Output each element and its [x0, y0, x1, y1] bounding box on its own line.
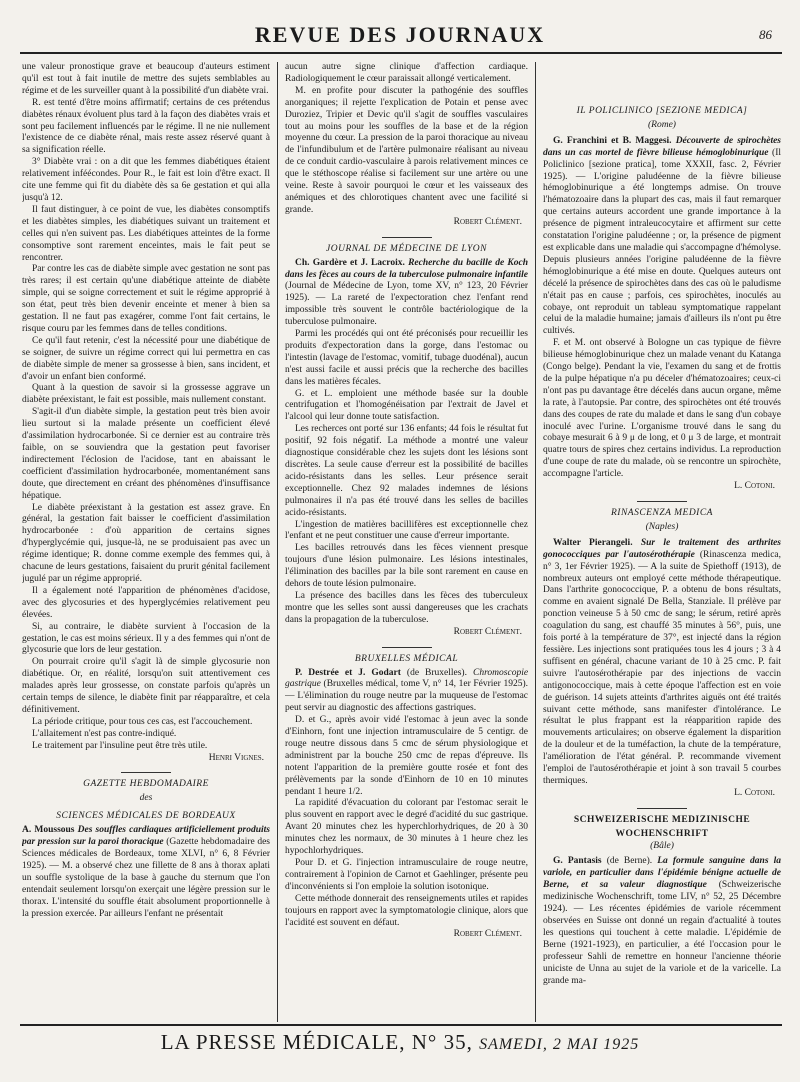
- paragraph: Il a également noté l'apparition de phénomènes d'acidose, avec des glycosuries et des hyperglycémies relativement peu élevées.: [22, 585, 270, 620]
- journal-title: JOURNAL DE MÉDECINE DE LYON: [326, 243, 487, 254]
- journal-city: (Bâle): [650, 840, 674, 851]
- article-reference: (Il Policlinico [sezione pratica], tome XXXII, fasc. 2, Février 1925). —: [543, 147, 781, 182]
- paragraph: Les recherces ont porté sur 136 enfants; 44 fois le résultat fut positif, 92 fois négatif. La méthode a montré une valeur diagnostique considérable chez les sujets dont les lésions sont discrètes. La seule cause d'erreur est la possibilité de bacilles acido-résistants dans les selles. Leur présence serait exceptionnelle. Chez 92 malades indemnes de lésions pulmonaires il n'a pas été trouvé dans les selles de bacilles acido-résistants.: [285, 424, 528, 518]
- author-signature: Robert Clément.: [453, 216, 522, 227]
- page-number: 86: [759, 27, 772, 42]
- article-text: L'origine paludéenne de la fièvre bilieuse hémoglobinurique a été longtemps admise. On trouve l'hématozoaire dans la plupart des cas, mais il faut remarquer que certains auteurs accordent une grande importance à la présence de pigment intraleucocytaire et affirment sur cette constatation l'origine paludéenne ; or, la présence de pigment est explicable dans une maladie qui s'accompagne d'hémolyse. Depuis plusieurs années l'origine paludéenne de la fièvre hémoglobinurique a été mise en doute. Quelques auteurs ont décelé la présence de spirochètes dans des cas où le paludisme n'était pas en cause ; parfois, ces spirochètes, inoculés au cobaye, ont reproduit un tableau symptomatique rappelant celui de la maladie humaine; jamais d'ailleurs ils n'ont pu être cultivés.: [543, 171, 781, 337]
- article: [285, 258, 528, 329]
- paragraph: La rapidité d'évacuation du colorant par l'estomac serait le plus souvent en rapport avec le degré d'acidité du suc gastrique. Avant 20 minutes chez les hyperchlorhydriques, de 20 à 30 minutes chez les normaux, de 30 minutes à 1 heure chez les hypochlorhydriques.: [285, 798, 528, 857]
- page-title: REVUE DES JOURNAUX: [254, 22, 546, 47]
- paragraph: Il faut distinguer, à ce point de vue, les diabètes consomptifs et les diabètes simples, les diabétiques suivant un traitement et celles qui n'en suivent pas. Les diabétiques atteintes de la forme consomptive sont rarement enceintes, mais le fait peut se rencontrer.: [22, 204, 270, 263]
- article-title: La formule sanguine dans la variole, en particulier dans l'épidémie bénigne actuelle de Berne, et sa valeur diagnostique: [543, 856, 781, 891]
- section-rule: [121, 772, 171, 773]
- paragraph: S'agit-il d'un diabète simple, la gestation peut très bien avoir lieu surtout si la malade présente un coefficient élevé d'assimilation hydrocarbonée. Si ce dernier est au contraire très faible, on se souviendra que la gestation peut favoriser indirectement l'éclosion de l'acidose, tant en abaissant le coefficient d'assimilation hydrocarbonée, momentanément sans doute, que directement en créant des phénomènes d'insuffisance hépatique.: [22, 407, 270, 501]
- journal-title: GAZETTE HEBDOMADAIRE: [83, 779, 209, 790]
- journal-city: (Naples): [645, 521, 679, 532]
- journal-title: RINASCENZA MEDICA: [610, 508, 713, 518]
- section-rule: [637, 808, 687, 809]
- article-text: M. a observé chez une fillette de 8 ans à thorax aplati un souffle systolique de la base à gauche du sternum que l'on entendait seulement lorsqu'on exerçait une légère pression sur le thorax. L'intensité du souffle était absolument proportionnelle à la pression exercée. Par ailleurs l'enfant ne présentait: [22, 860, 270, 919]
- article-authors: Ch. Gardère et J. Lacroix.: [295, 257, 405, 268]
- author-signature: Robert Clément.: [453, 626, 522, 637]
- article-text: La rareté de l'expectoration chez l'enfant rend impossible très souvent le contrôle bactériologique de la tuberculose pulmonaire.: [285, 293, 528, 328]
- article-text: Les récentes épidémies de variole récemment observées en Suisse ont donné un regain d'actualité à toutes les questions qui touchent à cette maladie. L'épidémie de Berne (1921-1923), en particulier, a été l'occasion pour le professeur Sahli de remettre en honneur l'ancienne théorie uniciste de Unna au sujet de la variole et de la varicelle. La grande ma-: [543, 904, 781, 986]
- article-reference: (Bruxelles médical, tome V, n° 14, 1er Février 1925). —: [285, 679, 528, 702]
- article: [543, 538, 781, 788]
- author-signature: L. Cotoni.: [734, 481, 775, 492]
- paragraph: Pour D. et G. l'injection intramusculaire de rouge neutre, contrairement à l'opinion de Carnot et Gaehlinger, présente peu d'inconvénients si l'on emploie la solution isotonique.: [285, 858, 528, 892]
- article-reference: (Gazette hebdomadaire des Sciences médicales de Bordeaux, tome XLVI, n° 6, 8 Février 1925). —: [22, 837, 270, 871]
- article: [22, 825, 270, 920]
- article-reference: (Journal de Médecine de Lyon, tome XV, n° 123, 20 Février 1925). —: [285, 281, 528, 304]
- article: [543, 136, 781, 338]
- footer-date: SAMEDI, 2 MAI 1925: [479, 1036, 640, 1053]
- footer: [0, 1030, 800, 1055]
- article-authors-city: (de Bruxelles).: [406, 667, 467, 678]
- journal-title-line2: SCIENCES MÉDICALES DE BORDEAUX: [56, 811, 236, 822]
- column-3: [543, 62, 781, 1022]
- journal-name: IL POLICLINICO: [576, 106, 653, 116]
- section-rule: [382, 647, 432, 648]
- section-rule: [637, 501, 687, 502]
- column-1: [22, 62, 270, 1022]
- paragraph: une valeur pronostique grave et beaucoup d'auteurs estiment qu'il est tout à fait inutile de mettre des sujets semblables au régime et de les surveiller quant à la possibilité d'un diabète vrai.: [22, 62, 270, 96]
- article-title: Chromoscopie gastrique: [285, 667, 528, 690]
- article-text: L'élimination du rouge neutre par la muqueuse de l'estomac peut servir au diagnostic des affections gastriques.: [285, 691, 528, 714]
- paragraph: On pourrait croire qu'il s'agit là de simple glycosurie non diabétique. Or, en réalité, lorsqu'on suit attentivement ces malades après leur grossesse, on constate parfois qu'après un certain temps de silence, le diabète finit par réapparaître, et cela définitivement.: [22, 657, 270, 715]
- paragraph: aucun autre signe clinique d'affection cardiaque. Radiologiquement le cœur paraissait allongé verticalement.: [285, 62, 528, 84]
- paragraph: La période critique, pour tous ces cas, est l'accouchement.: [32, 716, 253, 727]
- paragraph: Quant à la question de savoir si la grossesse aggrave un diabète préexistant, le fait est possible, mais nullement constant.: [22, 383, 270, 406]
- author-signature: Henri Vignes.: [208, 752, 264, 763]
- article-title: Découverte de spirochètes dans un cas mortel de fièvre bilieuse hémoglobinurique: [543, 135, 781, 158]
- paragraph: M. en profite pour discuter la pathogénie des souffles anorganiques; il rejette l'explication de Potain et pense avec Duroziez, Tripier et Devic qu'il s'agit de souffles vasculaires tout au moins pour les souffles de la base et de la région moyenne du cœur. La pression de la paroi thoracique au niveau de l'infundibulum et de l'artère pulmonaire réalisant au niveau de ce conduit cardio-vasculaire à parois relativement minces ce que le stéthoscope réalise si facilement sur une artère ou une veine. Reste à savoir pourquoi le cœur et les vaisseaux des anémiques et des chlorotiques chantent avec une facilité si grande.: [285, 85, 528, 215]
- journal-title: [543, 106, 781, 118]
- paragraph: G. et L. emploient une méthode basée sur la double centrifugation et l'homogénéisation par l'extrait de Javel et l'alcool qui leur donne toute satisfaction.: [285, 388, 528, 423]
- article-text: A la suite de Spiethoff (1913), de nombreux auteurs ont employé cette méthode thérapeutique. Dans l'arthrite gonococcique, P. a obtenu de bons résultats, comme en avaient signalé De Bella, Stanziale. Il prélève par ponction veineuse 5 à 50 cmc de sang; le sérum, retiré après coagulation du sang, est chauffé 35 minutes à 56°, puis, une fois porté à la température de 37°, est injecté dans la région fessière. Les injections sont pratiquées tous les 4 jours ; 3 à 4 suffisent en général, chacune variant de 10 à 25 cmc. P. fait suivre l'autosérothérapie par des injections de vaccin antigonococcique, mais à cette époque l'affection est en voie de guérison. 14 sujets atteints d'arthrites aiguës ont été traités suivant cette méthode, sans manifester d'intolérance. Le résultat le plus frappant est la réapparition rapide des mouvements articulaires; on observe également la disparition de la douleur et de la tuméfaction, la chute de la température, l'amélioration de l'état général. P. recommande vivement l'emploi de l'autosérothérapie et joint à son travail 5 courbes thermiques.: [543, 561, 781, 786]
- header-rule: [20, 52, 782, 54]
- article: [543, 856, 781, 987]
- journal-title: SCHWEIZERISCHE MEDIZINISCHE: [573, 814, 751, 825]
- journal-title-line2: WOCHENSCHRIFT: [615, 828, 709, 839]
- footer-journal: LA PRESSE MÉDICALE, N° 35,: [160, 1030, 473, 1054]
- paragraph: L'allaitement n'est pas contre-indiqué.: [32, 728, 177, 739]
- paragraph: Le diabète préexistant à la gestation est assez grave. En général, la gestation fait baisser le coefficient d'assimilation hydrocarbonée : d'où apparition de certains signes d'hyperglycémie qui, jusque-là, ne se produisaient pas avec un régime identique; R. donne comme exemple des femmes qui, à chacune de leurs gestations, faisaient du prurit génital facilement jugulé par un régime approprié.: [22, 502, 270, 584]
- column-divider-2: [535, 62, 536, 1022]
- journal-city: (Rome): [648, 119, 676, 130]
- article: [285, 668, 528, 716]
- paragraph: Ce qu'il faut retenir, c'est la nécessité pour une diabétique de se soigner, de suivre un régime correct qui lui permettra en cas de diabète simple de mener sa grossesse à bien, sans incident, et d'avoir un enfant bien conformé.: [22, 335, 270, 382]
- paragraph: F. et M. ont observé à Bologne un cas typique de fièvre bilieuse hémoglobinurique chez un malade venant du Katanga (Congo belge). Pendant la vie, l'examen du sang et de frottis de la pulpe hépatique n'a pu déceler d'hématozoaires; ceux-ci n'ont pas pu davantage être décelés dans aucun organe, même la rate, à l'autopsie. Par contre, des spirochètes ont été trouvés dans des coupes de rate du malade et dans le sang d'un cobaye inoculé avec l'urine. L'organisme trouvé dans le sang du cobaye mesurait 6 à 9 μ de long, et 0 μ 3 de large, et montrait quatre tours de spires chez certains individus. La reproduction d'une coupe de rate du malade, où se rencontre un spirochète, accompagne l'article.: [543, 338, 781, 480]
- article-authors: G. Pantasis: [553, 856, 602, 867]
- paragraph: L'ingestion de matières bacillifères est exceptionnelle chez l'enfant et ne peut constituer une cause d'erreur importante.: [285, 519, 528, 542]
- article-authors: A. Moussous: [22, 825, 75, 836]
- paragraph: Par contre les cas de diabète simple avec gestation ne sont pas très rares; il est certain qu'une diabétique atteinte de diabète simple, qui se soigne correctement et suit le régime approprié à son état, peut très bien devenir enceinte et mener à bien sa gestation. Il ne faut pas exagérer, comme l'ont fait certains, le risque couru par les femmes dans de telles conditions.: [22, 264, 270, 334]
- author-signature: L. Cotoni.: [734, 787, 775, 798]
- article-reference: (Rinascenza medica, n° 3, 1er Février 1925). —: [543, 549, 781, 572]
- paragraph: La présence des bacilles dans les fèces des tuberculeux montre que les selles sont aussi dangereuses que les crachats dans la propagation de la tuberculose.: [285, 590, 528, 625]
- article-title: Sur le traitement des arthrites gonococciques par l'autosérothérapie: [543, 537, 781, 560]
- article-authors: Walter Pierangeli.: [553, 537, 633, 548]
- paragraph: 3° Diabète vrai : on a dit que les femmes diabétiques étaient relativement inféécondes. Pour R., le fait est loin d'être exact. Il cite une femme qui fit du diabète dès sa 6e gestation et qui alla jusqu'à 12.: [22, 157, 270, 203]
- paragraph: Le traitement par l'insuline peut être très utile.: [32, 740, 208, 751]
- paragraph: Si, au contraire, le diabète survient à l'occasion de la gestation, le cas est moins sérieux. Il y a des femmes qui n'ont de glycosurie que lors de leur gestation.: [22, 621, 270, 656]
- paragraph: Parmi les procédés qui ont été préconisés pour recueillir les produits d'expectoration dans la gorge, dans l'estomac ou l'intestin (lavage de l'estomac, vomitif, tubage duodénal), aucun n'est aussi facile et aussi précis que la recherche des bacilles dans les matières fécales.: [285, 329, 528, 387]
- journal-title: BRUXELLES MÉDICAL: [354, 653, 459, 664]
- article-reference: (Schweizerische medizinische Wochenschrift, tome LIV, n° 52, 25 Décembre 1924). —: [543, 880, 781, 915]
- journal-section: [SEZIONE MEDICA]: [655, 106, 748, 116]
- article-title: Recherche du bacille de Koch dans les fèces au cours de la tuberculose pulmonaire infantile: [285, 257, 528, 280]
- paragraph: Cette méthode donnerait des renseignements utiles et rapides toujours en rapport avec la symptomatologie clinique, alors que l'acidité est souvent en défaut.: [285, 893, 528, 928]
- paragraph: D. et G., après avoir vidé l'estomac à jeun avec la sonde d'Einhorn, font une injection intramusculaire de 5 centigr. de rouge neutre dissous dans 5 cmc de sérum physiologique et administrent par la bouche 250 cmc de repas d'épreuve. Ils notent l'apparition de la première goutte rosée et font des prélèvements par la sonde d'Einhorn de 10 en 10 minutes pendant 1 heure 1/2.: [285, 715, 528, 797]
- author-signature: Robert Clément.: [453, 929, 522, 940]
- column-divider-1: [277, 62, 278, 1022]
- article-title: Des souffles cardiaques artificiellement produits par pression sur la paroi thoracique: [22, 825, 270, 848]
- paragraph: R. est tenté d'être moins affirmatif; certains de ces prétendus diabètes rénaux évoluent plus tard à la façon des diabètes vrais et sont peu facilement influencés par le régime. Il ne nie nullement l'existence de ce diabète rénal, mais reste assez réservé quant à sa signification réelle.: [22, 97, 270, 156]
- section-rule: [382, 237, 432, 238]
- article-authors-city: (de Berne).: [606, 856, 653, 867]
- article-authors: G. Franchini et B. Maggesi.: [553, 135, 672, 146]
- journal-title-connector: des: [139, 793, 153, 804]
- column-2: [285, 62, 528, 1022]
- article-authors: P. Destrée et J. Godart: [295, 667, 401, 678]
- footer-rule: [20, 1024, 782, 1026]
- paragraph: Les bacilles retrouvés dans les fèces viennent presque toujours d'une lésion pulmonaire. Les lésions intestinales, l'élimination des bacilles par la bile sont rarement en cause en dehors de toute lésion pulmonaire.: [285, 543, 528, 590]
